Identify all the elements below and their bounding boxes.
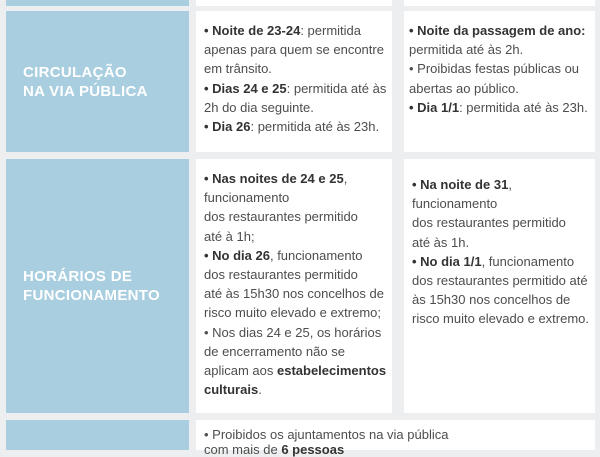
line: até às 1h. [412, 234, 470, 250]
line: • No dia 1/1, funcionamento [412, 253, 575, 269]
line: funcionamento [204, 190, 290, 206]
line: • Dias 24 e 25: permitida até às [204, 80, 387, 96]
line: dos restaurantes permitido [204, 267, 358, 283]
line: risco muito elevado e extremo. [412, 311, 590, 327]
line: dos restaurantes permitido [412, 215, 566, 231]
cell-hours-newyear [404, 159, 595, 413]
row-label-circulation [6, 11, 189, 152]
line: • Nas noites de 24 e 25, [204, 171, 348, 186]
top-label-strip [6, 0, 189, 6]
line: com mais de 6 pessoas [204, 442, 345, 457]
cell-circulation-newyear [404, 11, 595, 152]
cell-hours-christmas [196, 159, 392, 413]
line: em trânsito. [204, 61, 272, 77]
label-line: HORÁRIOS DE [23, 268, 133, 285]
cell-circulation-christmas [196, 11, 392, 152]
line: dos restaurantes permitido até [412, 273, 588, 289]
line: • Na noite de 31, [412, 177, 512, 192]
row-label-gatherings [6, 420, 189, 450]
line: • Proibidos os ajuntamentos na via pública [204, 427, 449, 442]
line: • Proibidas festas públicas ou [409, 61, 580, 77]
line: dos restaurantes permitido [204, 209, 358, 225]
line: culturais. [204, 382, 262, 398]
label-line: FUNCIONAMENTO [23, 287, 160, 304]
line: até às 15h30 nos concelhos de [204, 286, 384, 302]
row-label-hours [6, 159, 189, 413]
line: • No dia 26, funcionamento [204, 247, 363, 263]
line: permitida até às 2h. [409, 42, 524, 58]
line: risco muito elevado e extremo; [204, 305, 382, 321]
line: de encerramento não se [204, 343, 345, 359]
line: • Dia 1/1: permitida até às 23h. [409, 99, 588, 115]
line: até à 1h; [204, 228, 255, 244]
line: • Noite de 23-24: permitida [204, 23, 362, 38]
cell-gatherings [196, 420, 595, 457]
line: 2h do dia seguinte. [204, 99, 314, 115]
label-line: CIRCULAÇÃO [23, 63, 127, 81]
line: às 15h30 nos concelhos de [412, 292, 571, 308]
label-line: NA VIA PÚBLICA [23, 82, 148, 100]
top-content-strip-2 [404, 0, 595, 6]
line: • Noite da passagem de ano: [409, 23, 586, 38]
top-content-strip-1 [196, 0, 392, 6]
line: • Nos dias 24 e 25, os horários [204, 324, 382, 340]
line: aplicam aos estabelecimentos [204, 363, 387, 379]
line: apenas para quem se encontre [204, 42, 384, 58]
line: funcionamento [412, 196, 498, 212]
line: abertas ao público. [409, 80, 519, 96]
line: • Dia 26: permitida até às 23h. [204, 119, 380, 135]
